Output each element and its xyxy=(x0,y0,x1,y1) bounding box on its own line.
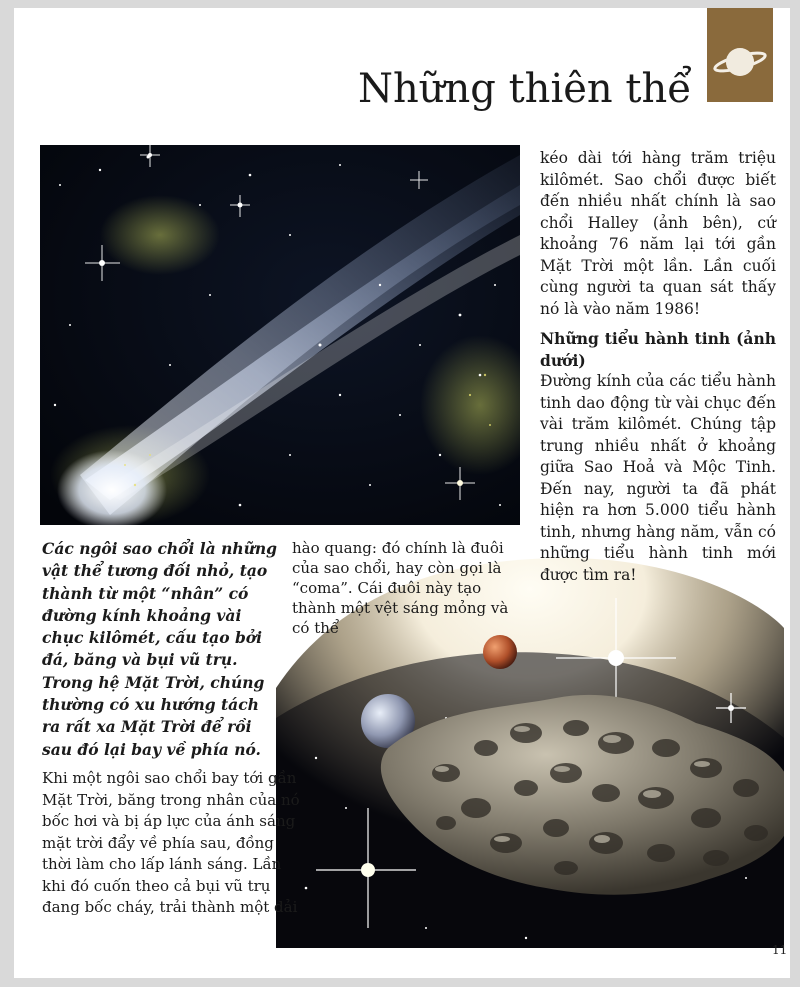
right-paragraph-2: Đường kính của các tiểu hành tinh dao động từ vài chục đến vài trăm kilômét. Chúng tập trung nhiều nhất ở khoảng giữa Sao Hoả và Mộc Tinh. Đến nay, người ta đã phát hiện ra hơn 5.000 tiểu hành tinh, nhưng hàng năm, vẫn có những tiểu hành tinh mới được tìm ra! xyxy=(540,372,776,584)
middle-text: hào quang: đó chính là đuôi của sao chổi, hay còn gọi là “coma”. Cái đuôi này tạo thành một vệt sáng mỏng và có thể xyxy=(292,539,509,637)
chapter-tab xyxy=(707,8,773,102)
book-page xyxy=(14,8,790,978)
saturn-icon xyxy=(707,8,773,102)
comet-image xyxy=(40,145,520,525)
right-paragraph-1: kéo dài tới hàng trăm triệu kilômét. Sao chổi được biết đến nhiều nhất chính là sao chổi Halley (ảnh bên), cứ khoảng 76 năm lại tới gần Mặt Trời một lần. Lần cuối cùng người ta quan sát thấy nó là vào năm 1986! xyxy=(540,149,776,318)
page-number: 11 xyxy=(772,943,788,957)
comet-illustration xyxy=(40,145,520,525)
intro-text: Các ngôi sao chổi là những vật thể tương đối nhỏ, tạo thành từ một “nhân” có đường kính khoảng vài chục kilômét, cấu tạo bởi đá, băng và bụi vũ trụ. Trong hệ Mặt Trời, chúng thường có xu hướng tách ra rất xa Mặt Trời để rồi sau đó lại bay về phía nó. xyxy=(42,539,278,759)
page-title: Những thiên thể xyxy=(358,66,692,112)
body-left-text: Khi một ngôi sao chổi bay tới gần Mặt Trời, băng trong nhân của nó bốc hơi và bị áp lực của ánh sáng mặt trời đẩy về phía sau, đồng thời làm cho lấp lánh sáng. Lần khi đó cuốn theo cả bụi vũ trụ đang bốc cháy, trải thành một dải xyxy=(42,769,300,916)
asteroids-heading: Những tiểu hành tinh (ảnh dưới) xyxy=(540,329,776,370)
right-column-text xyxy=(540,148,776,586)
